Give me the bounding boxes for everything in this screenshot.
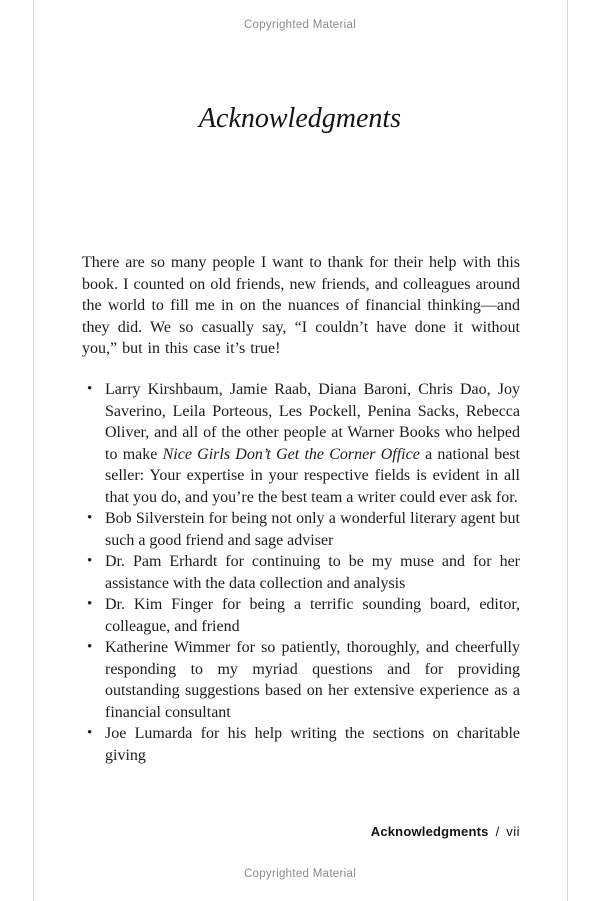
page-footer xyxy=(371,824,520,839)
acknowledgment-list xyxy=(82,379,520,766)
bullet-icon: • xyxy=(87,725,93,741)
bullet-icon: • xyxy=(87,553,93,569)
copyright-notice-top: Copyrighted Material xyxy=(243,19,357,31)
page-edge-left xyxy=(33,0,34,901)
list-item-text: Larry Kirshbaum, Jamie Raab, Diana Baroni, Chris Dao, Joy Saverino, Leila Porteous, Les Pockell, Penina Sacks, Rebecca Oliver, and all of the other people at Warner Books who helped to make Nice Girls Don’t Get the Corner Office a national best seller: Your expertise in your respective fields is evident in all that you do, and you’re the best team a writer could ever ask for. xyxy=(105,381,520,506)
bullet-icon: • xyxy=(87,510,93,526)
list-item xyxy=(82,508,520,551)
copyright-notice-bottom: Copyrighted Material xyxy=(243,868,357,880)
bullet-icon: • xyxy=(87,381,93,397)
page-title: Acknowledgments xyxy=(198,103,402,134)
list-item xyxy=(82,637,520,723)
list-item xyxy=(82,551,520,594)
list-item-text: Joe Lumarda for his help writing the sections on charitable giving xyxy=(105,725,520,764)
bullet-icon: • xyxy=(87,639,93,655)
intro-paragraph: There are so many people I want to thank for their help with this book. I counted on old friends, new friends, and colleagues around the world to fill me in on the nuances of financial thinking—and they did. We so casually say, “I couldn’t have done it without you,” but in this case it’s true! xyxy=(82,254,520,357)
list-item xyxy=(82,594,520,637)
footer-section-label: Acknowledgments xyxy=(370,824,489,839)
bullet-icon: • xyxy=(87,596,93,612)
page-edge-right xyxy=(567,0,568,901)
list-item-text: Bob Silverstein for being not only a wonderful literary agent but such a good friend and sage adviser xyxy=(105,510,520,549)
list-item xyxy=(82,723,520,766)
footer-page-number: vii xyxy=(506,824,520,839)
list-item-text: Dr. Pam Erhardt for continuing to be my muse and for her assistance with the data collection and analysis xyxy=(105,553,520,592)
list-item-text: Katherine Wimmer for so patiently, thoroughly, and cheerfully responding to my myriad questions and for providing outstanding suggestions based on her extensive experience as a financial consultant xyxy=(105,639,520,721)
list-item xyxy=(82,379,520,508)
footer-separator: / xyxy=(495,824,500,839)
list-item-text: Dr. Kim Finger for being a terrific sounding board, editor, colleague, and friend xyxy=(105,596,520,635)
